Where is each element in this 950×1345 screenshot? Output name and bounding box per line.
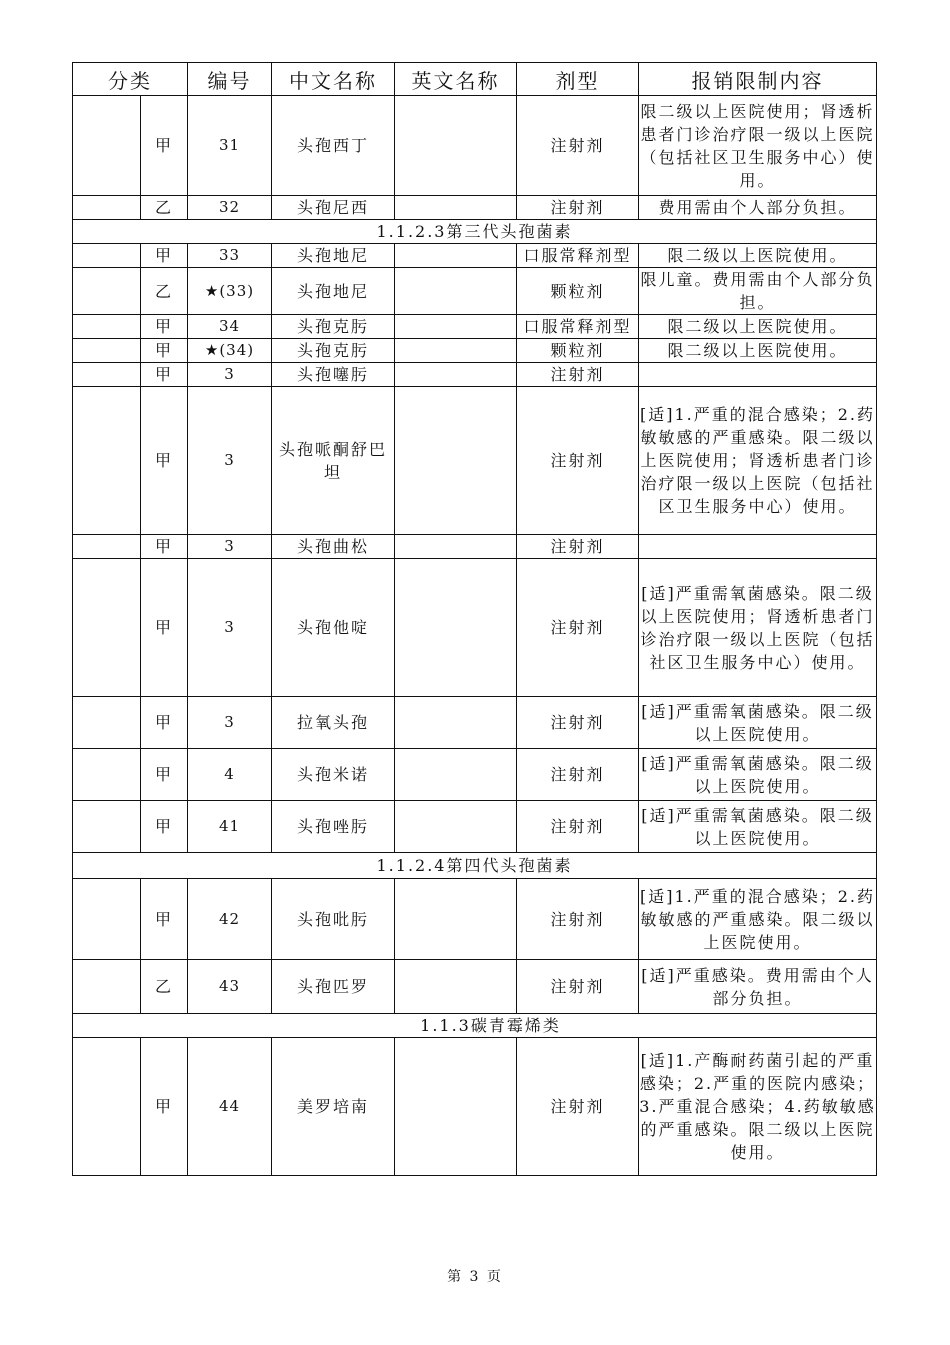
name-cell: 头孢地尼 [272, 268, 395, 315]
en-name-cell [395, 1038, 517, 1176]
blank-cell [73, 749, 141, 801]
en-name-cell [395, 387, 517, 535]
form-cell: 注射剂 [517, 559, 639, 697]
blank-cell [73, 96, 141, 196]
en-name-cell [395, 749, 517, 801]
table-row [73, 339, 877, 363]
header-cn-name: 中文名称 [272, 63, 395, 96]
grade-cell: 甲 [141, 244, 188, 268]
restriction-cell: [适]严重需氧菌感染。限二级以上医院使用。 [639, 697, 877, 749]
restriction-cell: [适]严重感染。费用需由个人部分负担。 [639, 960, 877, 1014]
restriction-cell: [适]1.产酶耐药菌引起的严重感染；2.严重的医院内感染；3.严重混合感染；4.药敏敏感的严重感染。限二级以上医院使用。 [639, 1038, 877, 1176]
grade-cell: 甲 [141, 535, 188, 559]
grade-cell: 甲 [141, 96, 188, 196]
blank-cell [73, 535, 141, 559]
table-row [73, 879, 877, 960]
grade-cell: 甲 [141, 339, 188, 363]
en-name-cell [395, 339, 517, 363]
blank-cell [73, 196, 141, 220]
code-cell: 44 [188, 1038, 272, 1176]
name-cell: 头孢哌酮舒巴坦 [272, 387, 395, 535]
code-cell: 42 [188, 879, 272, 960]
header-en-name: 英文名称 [395, 63, 517, 96]
grade-cell: 乙 [141, 960, 188, 1014]
code-cell: 4 [188, 749, 272, 801]
form-cell: 注射剂 [517, 801, 639, 853]
form-cell: 注射剂 [517, 697, 639, 749]
header-restriction: 报销限制内容 [639, 63, 877, 96]
code-cell: 3 [188, 697, 272, 749]
table-row [73, 387, 877, 535]
form-cell: 注射剂 [517, 1038, 639, 1176]
table-row [73, 535, 877, 559]
restriction-cell: [适]严重需氧菌感染。限二级以上医院使用；肾透析患者门诊治疗限一级以上医院（包括社区卫生服务中心）使用。 [639, 559, 877, 697]
en-name-cell [395, 801, 517, 853]
blank-cell [73, 387, 141, 535]
restriction-cell: 限儿童。费用需由个人部分负担。 [639, 268, 877, 315]
code-cell: 41 [188, 801, 272, 853]
en-name-cell [395, 244, 517, 268]
table-row [73, 1038, 877, 1176]
name-cell: 头孢米诺 [272, 749, 395, 801]
blank-cell [73, 339, 141, 363]
form-cell: 注射剂 [517, 196, 639, 220]
header-form: 剂型 [517, 63, 639, 96]
en-name-cell [395, 960, 517, 1014]
form-cell: 注射剂 [517, 363, 639, 387]
grade-cell: 甲 [141, 1038, 188, 1176]
form-cell: 注射剂 [517, 749, 639, 801]
table-row [73, 960, 877, 1014]
en-name-cell [395, 196, 517, 220]
table-row [73, 244, 877, 268]
restriction-cell: [适]严重需氧菌感染。限二级以上医院使用。 [639, 749, 877, 801]
page-number: 第 3 页 [447, 1269, 503, 1285]
name-cell: 头孢噻肟 [272, 363, 395, 387]
en-name-cell [395, 879, 517, 960]
name-cell: 头孢曲松 [272, 535, 395, 559]
blank-cell [73, 244, 141, 268]
grade-cell: 甲 [141, 697, 188, 749]
table-row [73, 749, 877, 801]
header-code: 编号 [188, 63, 272, 96]
restriction-cell [639, 363, 877, 387]
form-cell: 注射剂 [517, 535, 639, 559]
section-title: 1.1.3碳青霉烯类 [73, 1014, 877, 1038]
grade-cell: 甲 [141, 801, 188, 853]
code-cell: 3 [188, 387, 272, 535]
en-name-cell [395, 363, 517, 387]
code-cell: 3 [188, 559, 272, 697]
en-name-cell [395, 268, 517, 315]
restriction-cell: 费用需由个人部分负担。 [639, 196, 877, 220]
code-cell: 32 [188, 196, 272, 220]
code-cell: ★(34) [188, 339, 272, 363]
table-row [73, 363, 877, 387]
blank-cell [73, 1038, 141, 1176]
name-cell: 头孢尼西 [272, 196, 395, 220]
code-cell: 31 [188, 96, 272, 196]
section-row [73, 853, 877, 879]
name-cell: 美罗培南 [272, 1038, 395, 1176]
code-cell: 34 [188, 315, 272, 339]
drug-reimbursement-table [72, 62, 877, 1176]
section-title: 1.1.2.3第三代头孢菌素 [73, 220, 877, 244]
en-name-cell [395, 697, 517, 749]
grade-cell: 甲 [141, 749, 188, 801]
table-row [73, 697, 877, 749]
grade-cell: 甲 [141, 363, 188, 387]
grade-cell: 甲 [141, 387, 188, 535]
grade-cell: 甲 [141, 879, 188, 960]
table-row [73, 801, 877, 853]
blank-cell [73, 697, 141, 749]
form-cell: 颗粒剂 [517, 268, 639, 315]
table-row [73, 196, 877, 220]
name-cell: 头孢西丁 [272, 96, 395, 196]
form-cell: 颗粒剂 [517, 339, 639, 363]
code-cell: 3 [188, 363, 272, 387]
table-row [73, 559, 877, 697]
table-row [73, 315, 877, 339]
blank-cell [73, 801, 141, 853]
blank-cell [73, 960, 141, 1014]
restriction-cell: 限二级以上医院使用。 [639, 244, 877, 268]
name-cell: 头孢他啶 [272, 559, 395, 697]
form-cell: 口服常释剂型 [517, 244, 639, 268]
form-cell: 注射剂 [517, 96, 639, 196]
en-name-cell [395, 96, 517, 196]
restriction-cell: [适]1.严重的混合感染；2.药敏敏感的严重感染。限二级以上医院使用。 [639, 879, 877, 960]
grade-cell: 甲 [141, 559, 188, 697]
name-cell: 头孢克肟 [272, 339, 395, 363]
form-cell: 注射剂 [517, 879, 639, 960]
restriction-cell: 限二级以上医院使用。 [639, 339, 877, 363]
restriction-cell: 限二级以上医院使用；肾透析患者门诊治疗限一级以上医院（包括社区卫生服务中心）使用。 [639, 96, 877, 196]
grade-cell: 乙 [141, 196, 188, 220]
name-cell: 头孢匹罗 [272, 960, 395, 1014]
name-cell: 头孢吡肟 [272, 879, 395, 960]
name-cell: 头孢唑肟 [272, 801, 395, 853]
blank-cell [73, 363, 141, 387]
en-name-cell [395, 315, 517, 339]
header-row [73, 63, 877, 96]
restriction-cell: [适]1.严重的混合感染；2.药敏敏感的严重感染。限二级以上医院使用；肾透析患者门诊治疗限一级以上医院（包括社区卫生服务中心）使用。 [639, 387, 877, 535]
en-name-cell [395, 559, 517, 697]
section-row [73, 220, 877, 244]
restriction-cell [639, 535, 877, 559]
section-row [73, 1014, 877, 1038]
name-cell: 头孢克肟 [272, 315, 395, 339]
form-cell: 注射剂 [517, 387, 639, 535]
code-cell: 43 [188, 960, 272, 1014]
grade-cell: 甲 [141, 315, 188, 339]
en-name-cell [395, 535, 517, 559]
blank-cell [73, 879, 141, 960]
form-cell: 注射剂 [517, 960, 639, 1014]
header-category: 分类 [73, 63, 188, 96]
blank-cell [73, 268, 141, 315]
table-row [73, 268, 877, 315]
name-cell: 拉氧头孢 [272, 697, 395, 749]
form-cell: 口服常释剂型 [517, 315, 639, 339]
table-row [73, 96, 877, 196]
section-title: 1.1.2.4第四代头孢菌素 [73, 853, 877, 879]
name-cell: 头孢地尼 [272, 244, 395, 268]
code-cell: 3 [188, 535, 272, 559]
code-cell: 33 [188, 244, 272, 268]
code-cell: ★(33) [188, 268, 272, 315]
blank-cell [73, 559, 141, 697]
blank-cell [73, 315, 141, 339]
restriction-cell: [适]严重需氧菌感染。限二级以上医院使用。 [639, 801, 877, 853]
restriction-cell: 限二级以上医院使用。 [639, 315, 877, 339]
grade-cell: 乙 [141, 268, 188, 315]
